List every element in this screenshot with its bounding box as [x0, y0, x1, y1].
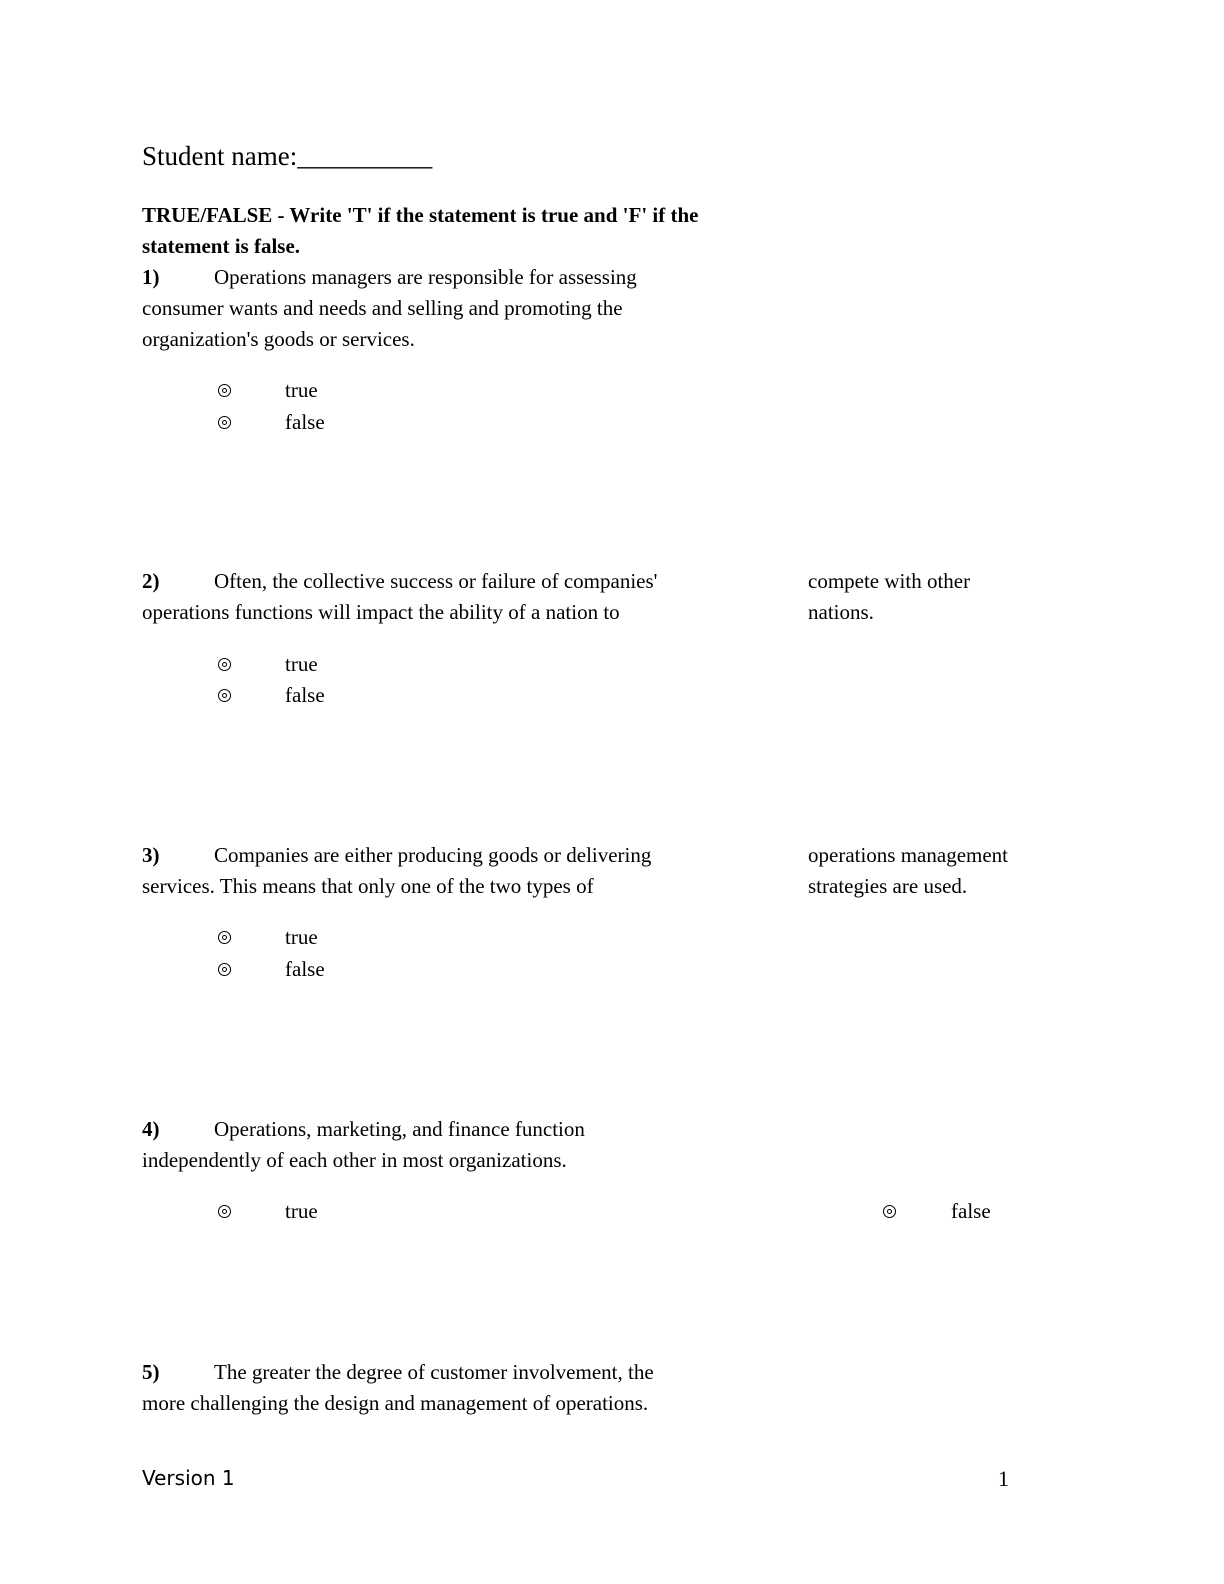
question-3-continuation: [808, 840, 1008, 902]
question-3: [142, 840, 651, 902]
question-number: 4): [142, 1117, 160, 1141]
question-text-line: nations.: [808, 600, 874, 624]
question-text-line: Often, the collective success or failure of companies': [214, 569, 658, 593]
option-label: true: [285, 378, 318, 402]
radio-icon[interactable]: [218, 689, 231, 702]
question-text-line: Operations managers are responsible for assessing: [214, 265, 637, 289]
radio-icon[interactable]: [218, 931, 231, 944]
student-name-label: Student name:__________: [142, 141, 433, 171]
question-text-line: The greater the degree of customer involvement, the: [214, 1360, 654, 1384]
question-text-line: Companies are either producing goods or delivering: [214, 843, 652, 867]
instructions: TRUE/FALSE - Write 'T' if the statement is true and 'F' if the statement is false.: [142, 203, 699, 258]
question-text-line: services. This means that only one of the two types of: [142, 874, 594, 898]
question-number: 2): [142, 569, 160, 593]
question-text-line: strategies are used.: [808, 874, 968, 898]
radio-icon[interactable]: [218, 384, 231, 397]
radio-icon[interactable]: [218, 963, 231, 976]
radio-icon[interactable]: [218, 658, 231, 671]
question-5: [142, 1357, 654, 1419]
option-label: false: [951, 1199, 991, 1223]
question-number: 5): [142, 1360, 160, 1384]
question-1: [142, 262, 637, 355]
question-text-line: operations management: [808, 843, 1009, 867]
option-label: true: [285, 652, 318, 676]
question-text-line: operations functions will impact the ability of a nation to: [142, 600, 620, 624]
radio-icon[interactable]: [218, 1205, 231, 1218]
option-label: false: [285, 683, 325, 707]
option-label: false: [285, 410, 325, 434]
option-label: true: [285, 925, 318, 949]
version-label: Version 1: [142, 1466, 235, 1490]
option-label: false: [285, 957, 325, 981]
page-number: 1: [998, 1466, 1009, 1491]
question-text-line: compete with other: [808, 569, 971, 593]
question-2-continuation: [808, 566, 970, 628]
question-text-line: more challenging the design and management of operations.: [142, 1391, 649, 1415]
question-4: [142, 1114, 585, 1176]
radio-icon[interactable]: [883, 1205, 896, 1218]
option-label: true: [285, 1199, 318, 1223]
question-text-line: consumer wants and needs and selling and promoting the: [142, 296, 623, 320]
question-text-line: organization's goods or services.: [142, 327, 415, 351]
radio-icon[interactable]: [218, 416, 231, 429]
question-text-line: independently of each other in most organizations.: [142, 1148, 567, 1172]
question-text-line: Operations, marketing, and finance function: [214, 1117, 585, 1141]
question-number: 3): [142, 843, 160, 867]
question-number: 1): [142, 265, 160, 289]
question-2: [142, 566, 657, 628]
